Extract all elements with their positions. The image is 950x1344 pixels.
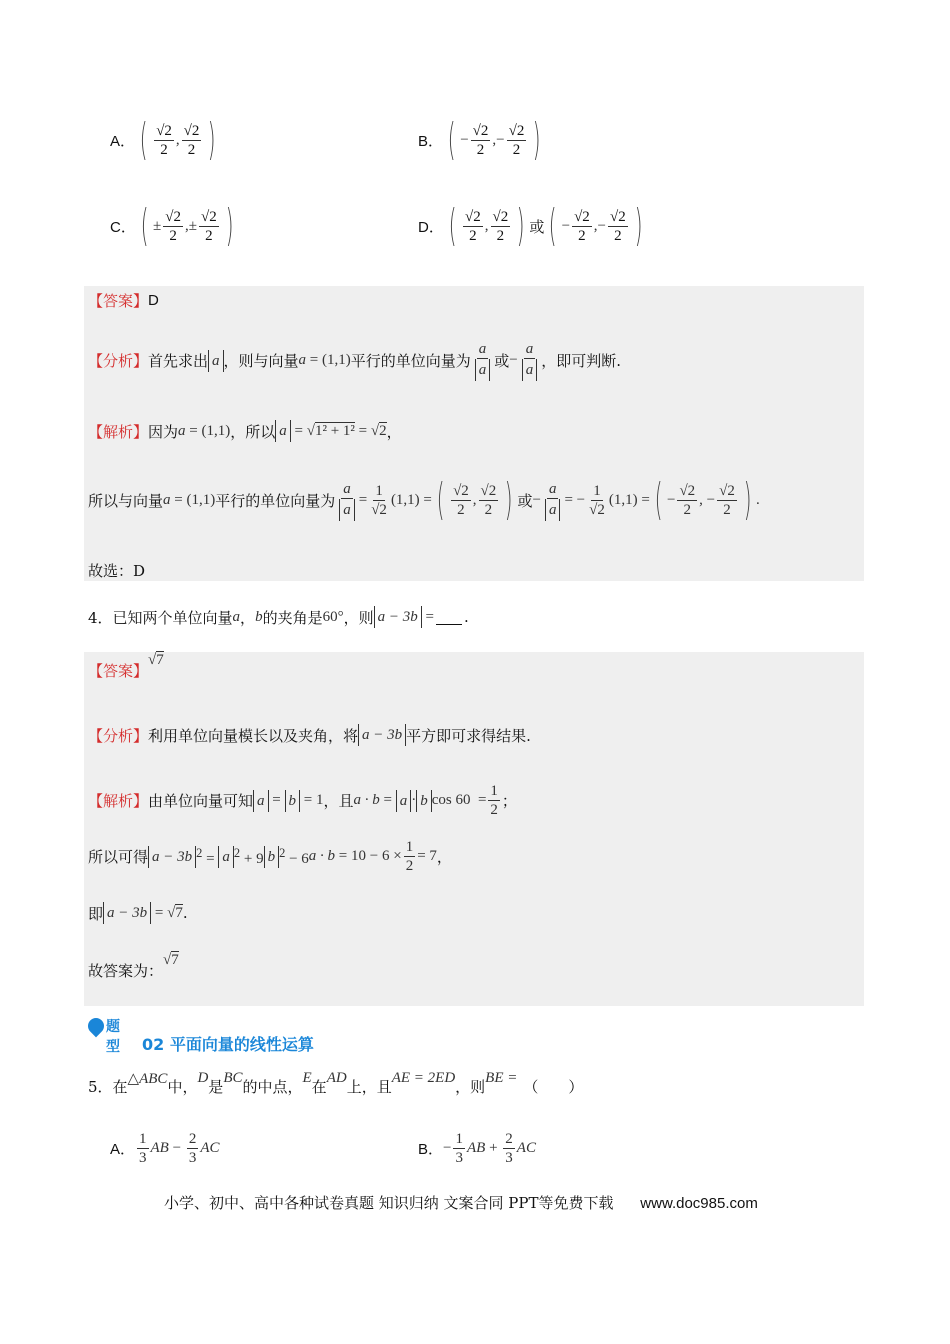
q4-answer-box: [84, 652, 864, 1006]
option-a: A． ( $\frac{√2}{2}$ , $\frac{√2}{2}$ ): [110, 114, 216, 165]
q4-answer-line: 【答案】 √7: [88, 652, 164, 680]
q5-option-a: A． $\frac{1}{3}$ AB − $\frac{2}{3}$ AC: [110, 1131, 220, 1166]
q3-analysis-line: 【分析】 首先求出 a ，则与向量 a = (1,1) 平行的单位向量为 $\frac{a}{a}$ 或 − $\frac{a}{a}$ ，即可判断.: [88, 340, 621, 381]
q4-analysis-line: 【分析】 利用单位向量模长以及夹角，将 a − 3b 平方即可求得结果.: [88, 724, 531, 746]
q4-solution-line-3: 即 a − 3b = √7 .: [88, 904, 188, 923]
q4-final-line: 故答案为： √7: [88, 952, 179, 980]
option-c-label: C．: [110, 218, 136, 236]
section-title: 02 平面向量的线性运算: [142, 1035, 314, 1054]
q3-answer-line: 【答案】 D: [88, 292, 159, 310]
option-c: C． ( ± $\frac{√2}{2}$ , ± $\frac{√2}{2}$ ): [110, 200, 234, 251]
option-d-label: D．: [418, 218, 444, 236]
q5-option-b: B． − $\frac{1}{3}$ AB + $\frac{2}{3}$ AC: [418, 1131, 536, 1166]
option-b-label: B．: [418, 132, 444, 150]
q3-final-line: 故选：D: [88, 562, 146, 580]
option-d: D． ( $\frac{√2}{2}$ , $\frac{√2}{2}$ ) 或 ( − $\frac{√2}{2}$ , − $\frac{√2}{2}$ ): [418, 200, 643, 251]
section-label: 题型: [106, 1019, 120, 1055]
answer-blank: [436, 610, 462, 625]
location-pin-icon: [85, 1015, 108, 1038]
q5-stem: 5．在 △ABC 中， D 是 BC 的中点， E 在 AD 上，且 AE = 2ED ，则 BE = （ ）: [88, 1070, 584, 1096]
footer-text: 小学、初中、高中各种试卷真题 知识归纳 文案合同 PPT等免费下载: [164, 1194, 614, 1212]
q3-solution-line-2: 所以与向量 a = (1,1) 平行的单位向量为 $\frac{a}{a}$ = $\frac{1}{√2}$ (1,1) = ( $\frac{√2}{2}$ , $\frac{√2}{2}$ ) 或 − $\frac{a}{a}$ = − $\frac{1}{√2}$ (1,1) = ( − $\frac{√2}{2}$ , − $\frac{√2}{2}$ ) .: [88, 474, 760, 525]
q3-solution-line-1: 【解析】 因为 a = (1,1) ，所以 a = √1² + 1² = √2 ，: [88, 420, 402, 442]
q4-solution-line-1: 【解析】 由单位向量可知 a = b = 1 ，且 a · b = a · b cos 60 = $\frac{1}{2}$ ；: [88, 783, 517, 818]
q4-stem: 4．已知两个单位向量 a ， b 的夹角是 60° ，则 a − 3b = .: [88, 608, 469, 627]
option-b: B． ( − $\frac{√2}{2}$ , − $\frac{√2}{2}$ ): [418, 114, 541, 165]
footer: [164, 1192, 758, 1213]
footer-site[interactable]: www.doc985.com: [640, 1195, 758, 1212]
q4-solution-line-2: 所以可得 a − 3b $^2$ = a $^2$ + 9 b $^2$ − 6 a · b = 10 − 6 × $\frac{1}{2}$ = 7 ，: [88, 839, 452, 874]
option-a-label: A．: [110, 132, 136, 150]
